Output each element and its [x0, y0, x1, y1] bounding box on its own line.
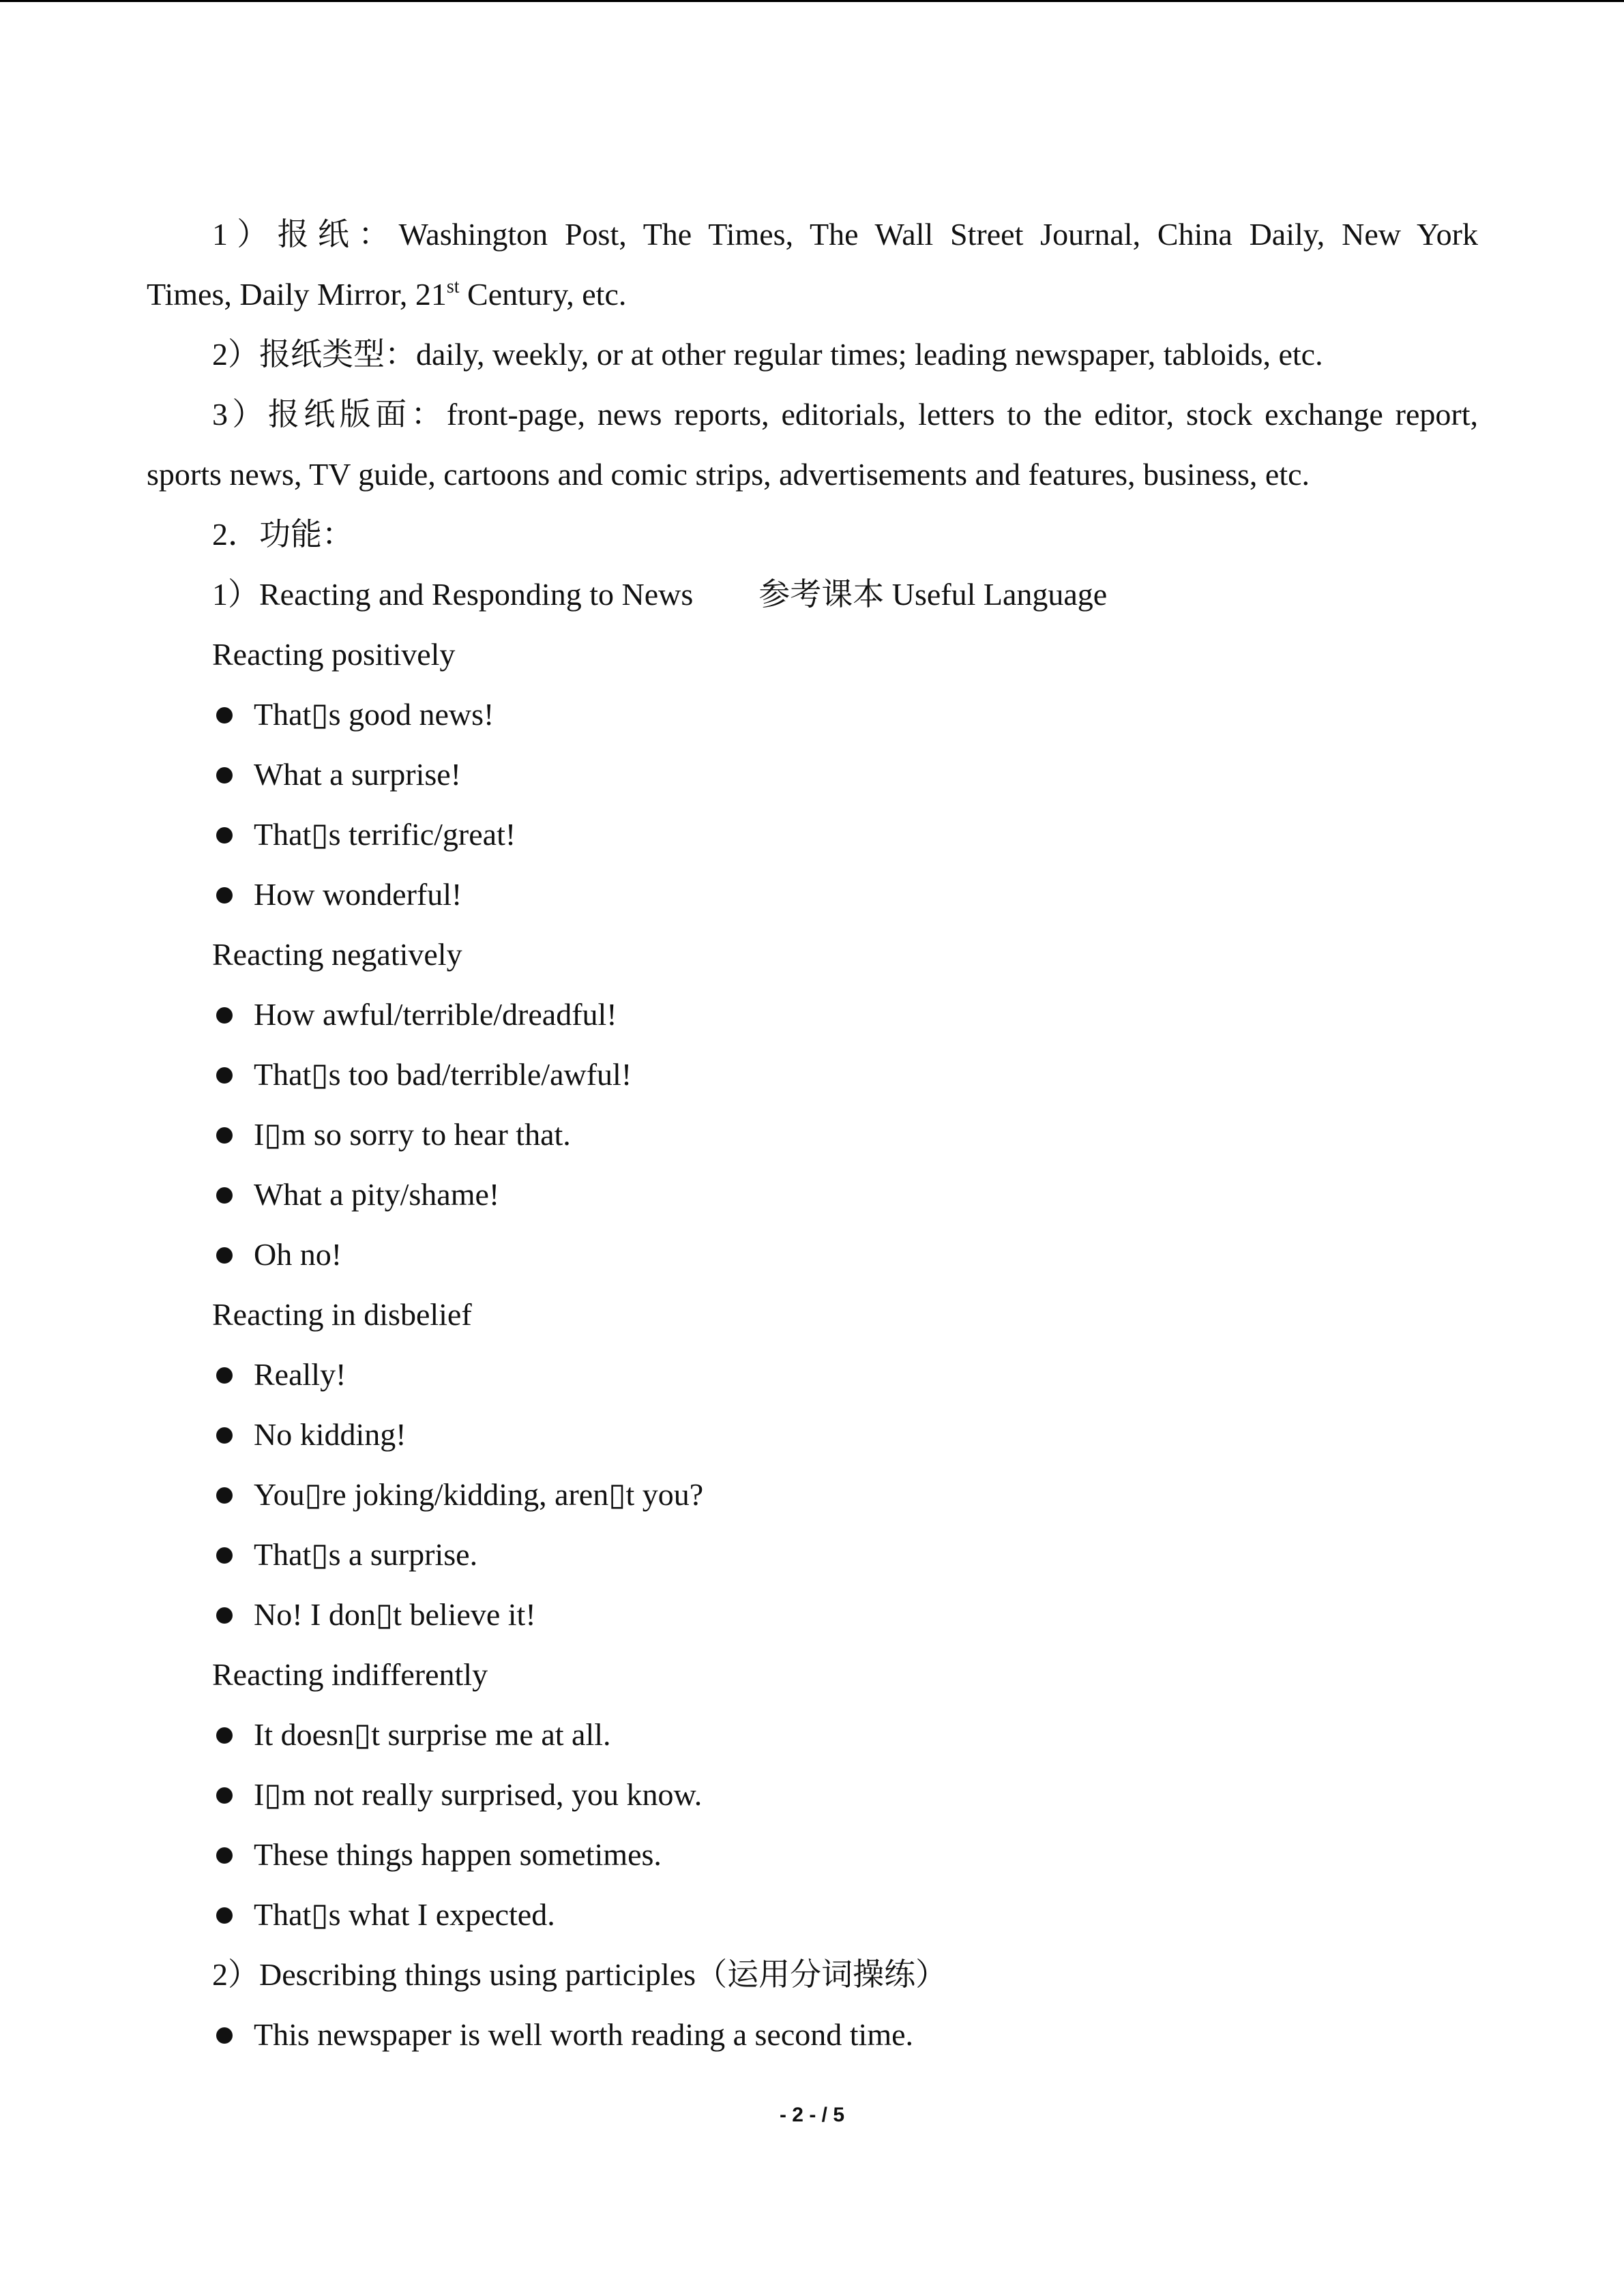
bullet-item — [147, 1225, 1478, 1285]
bullet-text: I▯m so sorry to hear that. — [254, 1117, 571, 1152]
bullet-text: That▯s good news! — [254, 697, 494, 732]
group-label-negative: Reacting negatively — [212, 937, 462, 972]
bullet-item — [147, 1585, 1478, 1645]
bullet-item — [147, 2005, 1478, 2065]
top-border-rule — [0, 0, 1624, 2]
bullet-icon — [216, 1007, 233, 1024]
bullet-item — [147, 1465, 1478, 1525]
group-label-positive: Reacting positively — [212, 637, 456, 672]
bullet-item — [147, 1885, 1478, 1945]
bullet-item — [147, 745, 1478, 805]
bullet-icon — [216, 887, 233, 904]
bullet-item — [147, 685, 1478, 745]
bullet-text: What a surprise! — [254, 757, 461, 792]
bullet-text: That▯s what I expected. — [254, 1897, 555, 1932]
bullet-icon — [216, 1067, 233, 1084]
bullet-icon — [216, 1367, 233, 1384]
bullet-item — [147, 1105, 1478, 1165]
bullet-item — [147, 1045, 1478, 1105]
bullet-icon — [216, 1427, 233, 1444]
bullet-icon — [216, 1127, 233, 1144]
bullet-icon — [216, 827, 233, 844]
bullet-item — [147, 1405, 1478, 1465]
participles-heading: 2）Describing things using participles（运用分词操练） — [212, 1957, 947, 1992]
bullet-item — [147, 1765, 1478, 1825]
newspapers-list-end: Century, etc. — [459, 277, 627, 312]
newspapers-list-line-2 — [147, 265, 1478, 325]
bullet-text: I▯m not really surprised, you know. — [254, 1777, 703, 1812]
bullet-text: That▯s too bad/terrible/awful! — [254, 1057, 632, 1092]
bullet-item — [147, 865, 1478, 925]
bullet-item — [147, 1705, 1478, 1765]
reacting-to-news-heading — [147, 565, 1478, 625]
newspapers-list-text: Times, Daily Mirror, 21 — [147, 277, 447, 312]
bullet-text: How awful/terrible/dreadful! — [254, 997, 617, 1032]
newspaper-sections-line-2: sports news, TV guide, cartoons and comic strips, advertisements and features, business, etc. — [147, 457, 1310, 492]
bullet-icon — [216, 1727, 233, 1744]
bullet-icon — [216, 1487, 233, 1504]
functions-heading: 2．功能： — [212, 517, 353, 552]
group-label-disbelief: Reacting in disbelief — [212, 1297, 472, 1332]
group-label-indifferent: Reacting indifferently — [212, 1657, 488, 1692]
bullet-item — [147, 1165, 1478, 1225]
textbook-reference: 参考课本 Useful Language — [758, 577, 1108, 612]
bullet-icon — [216, 1907, 233, 1924]
reacting-to-news-title: 1）Reacting and Responding to News — [212, 577, 694, 612]
bullet-text: That▯s terrific/great! — [254, 817, 516, 852]
bullet-text: Really! — [254, 1357, 346, 1392]
bullet-text: What a pity/shame! — [254, 1177, 500, 1212]
newspaper-types-line: 2）报纸类型：daily, weekly, or at other regular times; leading newspaper, tabloids, etc. — [212, 337, 1323, 372]
ordinal-suffix: st — [446, 276, 460, 297]
bullet-icon — [216, 2027, 233, 2044]
bullet-icon — [216, 1247, 233, 1264]
bullet-item — [147, 805, 1478, 865]
bullet-icon — [216, 1547, 233, 1564]
bullet-item — [147, 1525, 1478, 1585]
bullet-icon — [216, 1607, 233, 1624]
bullet-text: It doesn▯t surprise me at all. — [254, 1717, 611, 1752]
page-number: - 2 - / 5 — [779, 2104, 845, 2126]
bullet-text: No kidding! — [254, 1417, 407, 1452]
bullet-text: Oh no! — [254, 1237, 342, 1272]
bullet-text: No! I don▯t believe it! — [254, 1597, 536, 1632]
bullet-text: How wonderful! — [254, 877, 462, 912]
bullet-icon — [216, 707, 233, 724]
newspaper-sections-line-1: 3）报纸版面：front-page, news reports, editorials, letters to the editor, stock exchange report, — [212, 397, 1478, 432]
bullet-text: That▯s a surprise. — [254, 1537, 478, 1572]
bullet-text: These things happen sometimes. — [254, 1837, 662, 1872]
bullet-text: You▯re joking/kidding, aren▯t you? — [254, 1477, 704, 1512]
bullet-item — [147, 1825, 1478, 1885]
bullet-icon — [216, 1787, 233, 1804]
document-body — [147, 205, 1478, 2065]
bullet-item — [147, 1345, 1478, 1405]
bullet-icon — [216, 767, 233, 784]
bullet-icon — [216, 1847, 233, 1864]
bullet-icon — [216, 1187, 233, 1204]
newspapers-list-line-1: 1）报纸：Washington Post, The Times, The Wall Street Journal, China Daily, New York — [212, 217, 1478, 252]
bullet-text: This newspaper is well worth reading a second time. — [254, 2017, 914, 2052]
bullet-item — [147, 985, 1478, 1045]
